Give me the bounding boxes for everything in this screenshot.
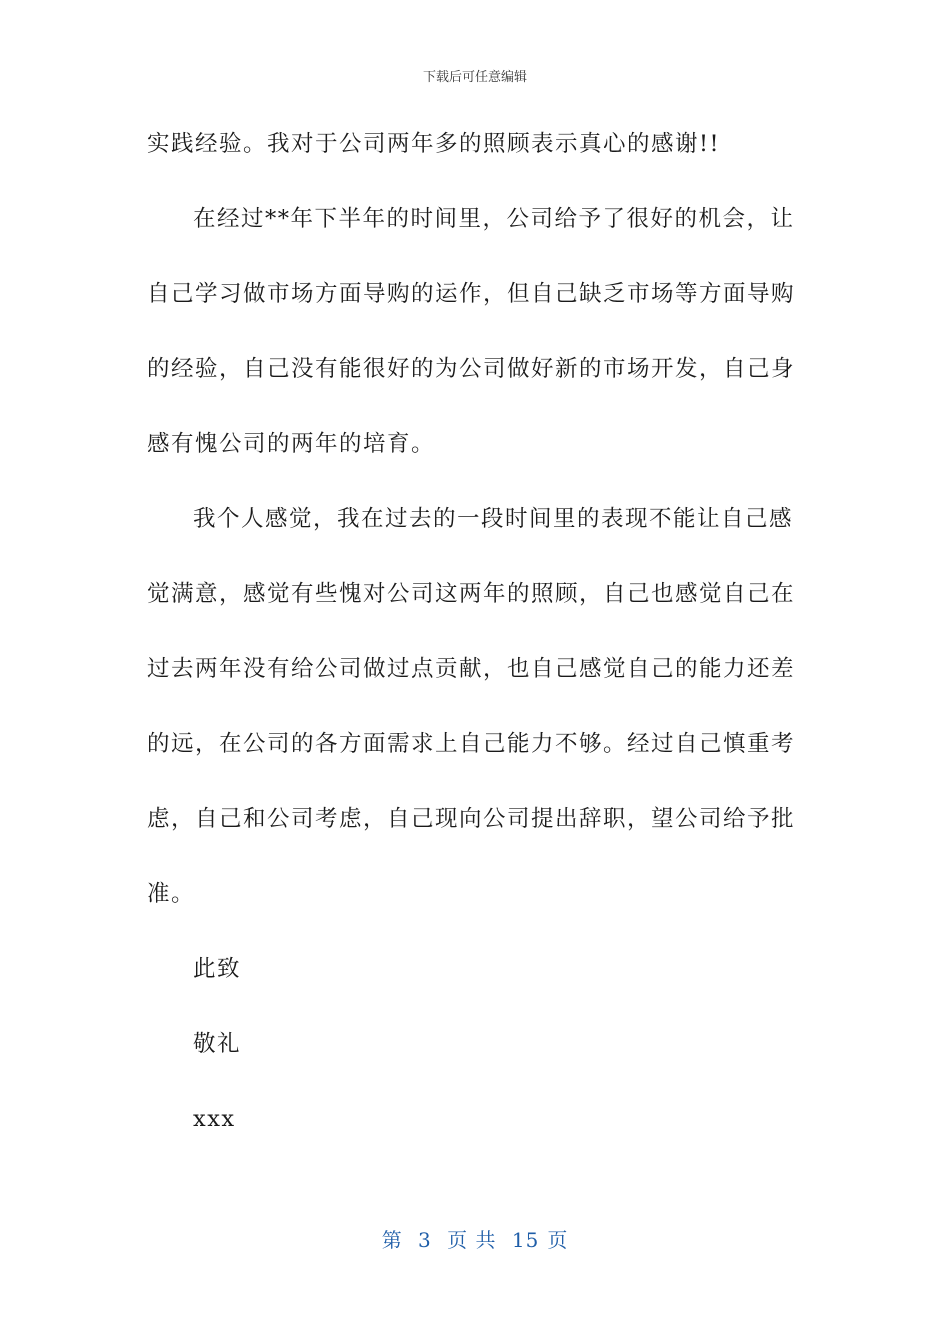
paragraph-line: 的远，在公司的各方面需求上自己能力不够。经过自己慎重考 <box>147 731 796 757</box>
paragraph-line: 准。 <box>147 881 196 907</box>
page-header: 下载后可任意编辑 <box>422 70 527 85</box>
paragraph-line: 实践经验。我对于公司两年多的照顾表示真心的感谢!! <box>147 131 721 157</box>
paragraph-line: 过去两年没有给公司做过点贡献，也自己感觉自己的能力还差 <box>147 656 796 682</box>
closing-regards: 敬礼 <box>193 1031 242 1057</box>
page-footer <box>0 1224 950 1253</box>
paragraph-line: 虑，自己和公司考虑，自己现向公司提出辞职，望公司给予批 <box>147 806 796 832</box>
paragraph-line: 的经验，自己没有能很好的为公司做好新的市场开发，自己身 <box>147 356 796 382</box>
signature-name: xxx <box>193 1106 236 1132</box>
paragraph-line: 自己学习做市场方面导购的运作，但自己缺乏市场等方面导购 <box>147 281 796 307</box>
document-body <box>147 107 797 1157</box>
paragraph-line: 觉满意，感觉有些愧对公司这两年的照顾，自己也感觉自己在 <box>147 581 796 607</box>
total-pages: 15 <box>511 1228 540 1252</box>
closing-salutation: 此致 <box>193 956 242 982</box>
paragraph-line: 我个人感觉，我在过去的一段时间里的表现不能让自己感 <box>193 506 794 532</box>
paragraph-line: 在经过**年下半年的时间里，公司给予了很好的机会，让 <box>193 206 795 232</box>
page-number: 3 <box>418 1228 432 1252</box>
page-label-prefix: 第 <box>381 1228 403 1252</box>
page-label-suffix: 页 <box>547 1228 569 1252</box>
page-label-mid: 页 共 <box>447 1228 497 1252</box>
paragraph-line: 感有愧公司的两年的培育。 <box>147 431 436 457</box>
